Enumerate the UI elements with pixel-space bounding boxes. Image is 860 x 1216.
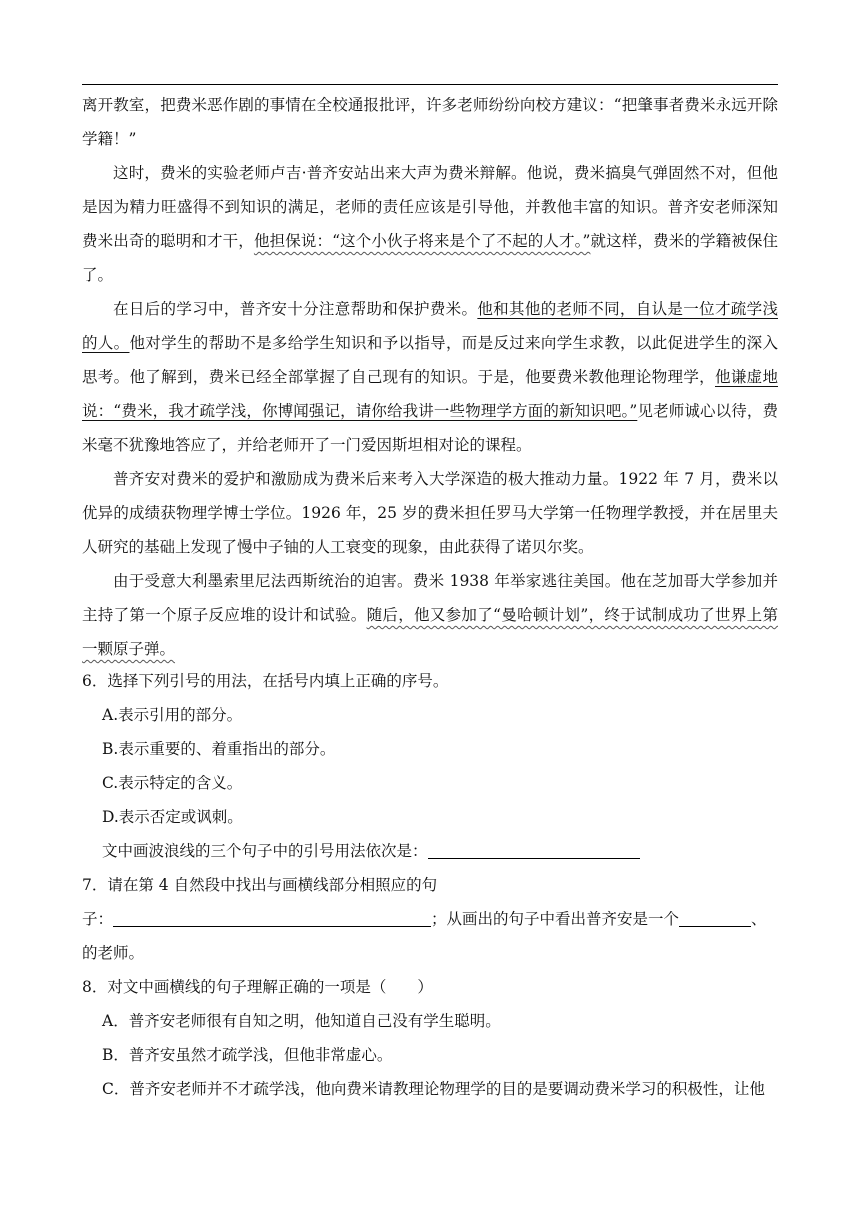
paragraph-2-text: 这时，费米的实验老师卢吉·普齐安站出来大声为费米辩解。他说，费米搞臭气弹固然不对，但他是因为精力旺盛得不到知识的满足，老师的责任应该是引导他，并教他丰富的知识。普齐安老师深知费米出奇的聪明和才干， (82, 164, 778, 250)
question-7-middle: ；从画出的句子中看出普齐安是一个 (431, 910, 680, 928)
question-7-line-3: 的老师。 (82, 944, 145, 962)
paragraph-2-tail: 就这样，费米的学籍被保住了。 (82, 232, 778, 284)
question-8-stem: 8．对文中画横线的句子理解正确的一项是（ ） (82, 978, 433, 996)
question-7-line-2 (82, 907, 767, 929)
paragraph-3 (82, 292, 778, 462)
paragraph-2 (82, 156, 778, 292)
answer-blank[interactable] (113, 910, 431, 927)
paragraph-1-text: 离开教室，把费米恶作剧的事情在全校通报批评，许多老师纷纷向校方建议：“把肇事者费米永远开除学籍！” (82, 96, 778, 148)
question-6-answer-prompt: 文中画波浪线的三个句子中的引号用法依次是： (102, 842, 428, 860)
paragraph-5 (82, 564, 778, 666)
question-8-option-b: B．普齐安虽然才疏学浅，但他非常虚心。 (102, 1046, 393, 1064)
question-6-answer-line (102, 839, 640, 861)
question-6-option-a: A.表示引用的部分。 (102, 706, 243, 724)
wavy-sentence: 随后，他又参加了“曼哈顿计划”，终于试制成功了世界上第一颗原子弹。 (82, 606, 778, 658)
paragraph-4-text: 普齐安对费米的爱护和激励成为费米后来考入大学深造的极大推动力量。1922 年 7 月，费米以优异的成绩获物理学博士学位。1926 年，25 岁的费米担任罗马大学第一任物理学教授，并在居里夫人研究的基础上发现了慢中子铀的人工衰变的现象，由此获得了诺贝尔奖。 (82, 470, 778, 556)
question-6-option-d: D.表示否定或讽刺。 (102, 808, 243, 826)
question-6-stem: 6．选择下列引号的用法，在括号内填上正确的序号。 (82, 672, 449, 690)
answer-blank[interactable] (428, 842, 640, 859)
question-7-stem: 7．请在第 4 自然段中找出与画横线部分相照应的句 (82, 876, 438, 894)
question-8-option-a: A．普齐安老师很有自知之明，他知道自己没有学生聪明。 (102, 1012, 501, 1030)
paragraph-4 (82, 462, 778, 564)
header-rule (82, 84, 778, 85)
question-6-option-b: B.表示重要的、着重指出的部分。 (102, 740, 336, 758)
question-7-suffix: 、 (751, 910, 767, 928)
paragraph-1 (82, 88, 778, 156)
underlined-sentence: 他和其他的老师不同，自认是一位才疏学浅的人。 (82, 300, 778, 352)
question-6-option-c: C.表示特定的含义。 (102, 774, 243, 792)
wavy-sentence: 他担保说：“这个小伙子将来是个了不起的人才。” (253, 232, 591, 250)
question-7-prefix: 子： (82, 910, 114, 928)
answer-blank[interactable] (679, 910, 751, 927)
paragraph-5-text: 由于受意大利墨索里尼法西斯统治的迫害。费米 1938 年举家逃往美国。他在芝加哥大学参加并主持了第一个原子反应堆的设计和试验。 (82, 572, 778, 624)
paragraph-3-tail: 见老师诚心以待，费米毫不犹豫地答应了，并给老师开了一门爱因斯坦相对论的课程。 (82, 402, 778, 454)
paragraph-3-text: 在日后的学习中，普齐安十分注意帮助和保护费米。 (113, 300, 478, 318)
underlined-quote: 他谦虚地说：“费米，我才疏学浅，你博闻强记，请你给我讲一些物理学方面的新知识吧。” (82, 368, 778, 420)
passage (82, 88, 778, 666)
paragraph-3-middle: 他对学生的帮助不是多给学生知识和予以指导，而是反过来向学生求教，以此促进学生的深入思考。他了解到，费米已经全部掌握了自己现有的知识。于是，他要费米教他理论物理学， (82, 334, 778, 386)
question-8-option-c: C．普齐安老师并不才疏学浅，他向费米请教理论物理学的目的是要调动费米学习的积极性，让他 (102, 1080, 765, 1098)
